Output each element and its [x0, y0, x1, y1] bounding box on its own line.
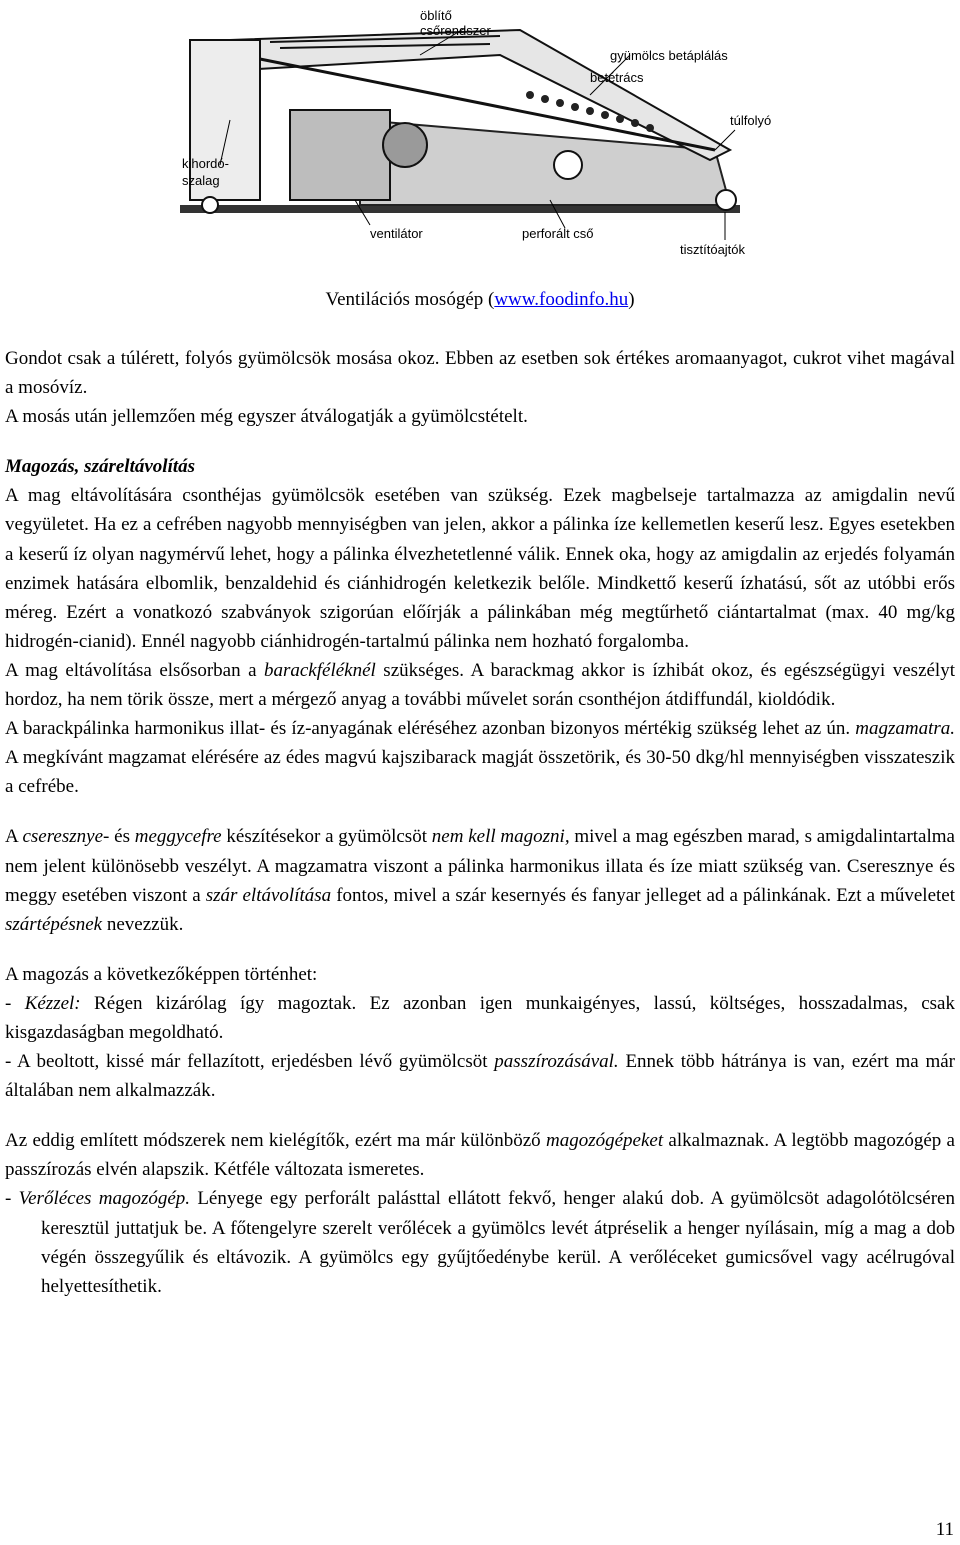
- text-run: fontos, mivel a szár kesernyés és fanyar jelleget ad a pálinkának. Ezt a műveletet: [331, 884, 956, 906]
- text-run: nevezzük.: [102, 913, 184, 935]
- paragraph: A mag eltávolítására csonthéjas gyümölcsök esetében van szükség. Ezek magbelseje tartalmazza az amigdalin nevű vegyületet. Ha ez a cefrében nagyobb mennyiségben van jelen, akkor a pálinka íze kellemetlen keserű lesz. Egyes esetekben a keserű íz olyan nagymérvű lehet, hogy a pálinka élvezhetetlenné válik. Ennek oka, hogy az amigdalin az erjedés folyamán enzimek hatására elbomlik, benzaldehid és ciánhidrogén keletkezik belőle. Mindkettő keserű ízhatású, sőt az utóbbi erős méreg. Ezért a vonatkozó szabványok szigorúan előírják a pálinkában még megtűrhető ciántartalmat (max. 40 mg/kg hidrogén-cianid). Ennél nagyobb ciánhidrogén-tartalmú pálinka nem hozható forgalomba.: [5, 485, 955, 652]
- paragraph: [5, 822, 955, 938]
- text-run: Ennek több hátránya is van, ezért ma már általában nem alkalmazzák.: [5, 1051, 955, 1102]
- paragraph: [5, 656, 955, 714]
- list-dash: -: [5, 992, 25, 1014]
- label-gyumolcs-betaplalas: gyümölcs betáplálás: [610, 48, 728, 63]
- label-ventilator: ventilátor: [370, 226, 423, 241]
- method-list: [5, 989, 955, 1105]
- fan-motor: [383, 123, 427, 167]
- paragraph: A mosás után jellemzően még egyszer átválogatják a gyümölcstételt.: [5, 406, 528, 428]
- page-number: 11: [935, 1519, 954, 1540]
- list-item: [5, 1184, 955, 1300]
- base-frame: [180, 205, 740, 213]
- text-run: - A beoltott, kissé már fellazított, erjedésben lévő gyümölcsöt: [5, 1051, 495, 1073]
- caption-suffix: ): [628, 289, 635, 310]
- emphasis: passzírozásával.: [494, 1051, 619, 1073]
- paragraph: [5, 1126, 955, 1184]
- paragraph: [5, 714, 955, 801]
- text-run: A megkívánt magzamat elérésére az édes magvú kajszibarack magját összetörik, és 30-50 dkg/hl mennyiségben visszateszik a cefrébe.: [5, 747, 955, 798]
- text-run: mivel a mag egészben marad, s amigdalintartalma nem jelent különösebb veszélyt. A magzamatra viszont a pálinka harmonikus illata és íze miatt szükség van. Cseresznye és meggy esetében viszont a: [5, 826, 955, 906]
- text-run: Lényege egy perforált palásttal ellátott fekvő, henger alakú dob. A gyümölcsöt adagolótölcséren keresztül juttatjuk be. A főtengelyre szerelt verőlécek a gyümölcs levét átpréselik a henger nyílásain, míg a mag a dob végén összegyűlik és eltávozik. A gyümölcs egy gyűjtőedénybe kerül. A verőléceket gumicsővel vagy acélrugóval helyettesíthetik.: [41, 1188, 955, 1297]
- roller: [716, 190, 736, 210]
- paragraph: A magozás a következőképpen történhet:: [5, 963, 318, 985]
- figure-caption: [0, 288, 960, 312]
- caption-link[interactable]: www.foodinfo.hu: [494, 289, 629, 310]
- text-run: és: [109, 826, 135, 848]
- emphasis: Verőléces magozógép.: [18, 1188, 191, 1210]
- text-run: alkalmaznak. A legtöbb magozógép a passzírozás elvén alapszik. Kétféle változata ismeretes.: [5, 1130, 955, 1181]
- text-run: Az eddig említett módszerek nem kielégítők, ezért ma már különböző: [5, 1130, 546, 1152]
- emphasis: magozógépeket: [545, 1130, 664, 1152]
- text-run: készítésekor a gyümölcsöt: [221, 826, 432, 848]
- roller: [554, 151, 582, 179]
- list-dash: -: [5, 1188, 19, 1210]
- label-oblito: öblítő: [420, 8, 452, 23]
- emphasis: meggycefre: [134, 826, 222, 848]
- label-szalag: szalag: [182, 173, 220, 188]
- emphasis: szár eltávolítása: [205, 884, 332, 906]
- roller: [202, 197, 218, 213]
- caption-prefix: Ventilációs mosógép (: [325, 289, 495, 310]
- emphasis: nem kell magozni,: [431, 826, 570, 848]
- body-text: [5, 344, 955, 1301]
- label-perforalt-cso: perforált cső: [522, 226, 594, 241]
- emphasis: szártépésnek: [5, 913, 103, 935]
- emphasis: Kézzel:: [24, 992, 81, 1014]
- list-item: [5, 989, 955, 1047]
- fan-housing: [290, 110, 390, 200]
- text-run: A mag eltávolítása elsősorban a: [5, 659, 264, 681]
- label-kihordo: kihordó-: [182, 156, 229, 171]
- list-item: [5, 1047, 955, 1105]
- text-run: szükséges. A barackmag akkor is ízhibát okoz, és egészségügyi veszélyt hordoz, ha nem törik össze, mert a mérgező anyag a további művelet során csonthéjon átdiffundál, kioldódik.: [5, 659, 955, 711]
- text-run: Régen kizárólag így magoztak. Ez azonban igen munkaigényes, lassú, költséges, hosszadalmas, csak kisgazdaságban megoldható.: [5, 992, 955, 1043]
- paragraph: Gondot csak a túlérett, folyós gyümölcsök mosása okoz. Ebben az esetben sok értékes aromaanyagot, cukrot vihet magával a mosóvíz.: [5, 348, 955, 399]
- emphasis: magzamatra.: [855, 718, 955, 740]
- emphasis: cseresznye-: [22, 826, 110, 848]
- emphasis: barackféléknél: [263, 659, 376, 681]
- washing-machine-diagram: [170, 0, 810, 270]
- text-run: A barackpálinka harmonikus illat- és íz-anyagának eléréséhez azonban bizonyos mértékig szükség lehet az ún.: [5, 718, 856, 740]
- washing-machine-figure: [170, 0, 810, 270]
- label-tisztitoajtok: tisztítóajtók: [680, 242, 746, 257]
- label-betetracs: betétrács: [590, 70, 644, 85]
- section-heading: Magozás, száreltávolítás: [5, 456, 196, 478]
- machine-list: [5, 1184, 955, 1300]
- label-tulfolyo: túlfolyó: [730, 113, 772, 128]
- label-csorendszer: csőrendszer: [420, 23, 491, 38]
- text-run: A: [5, 826, 23, 848]
